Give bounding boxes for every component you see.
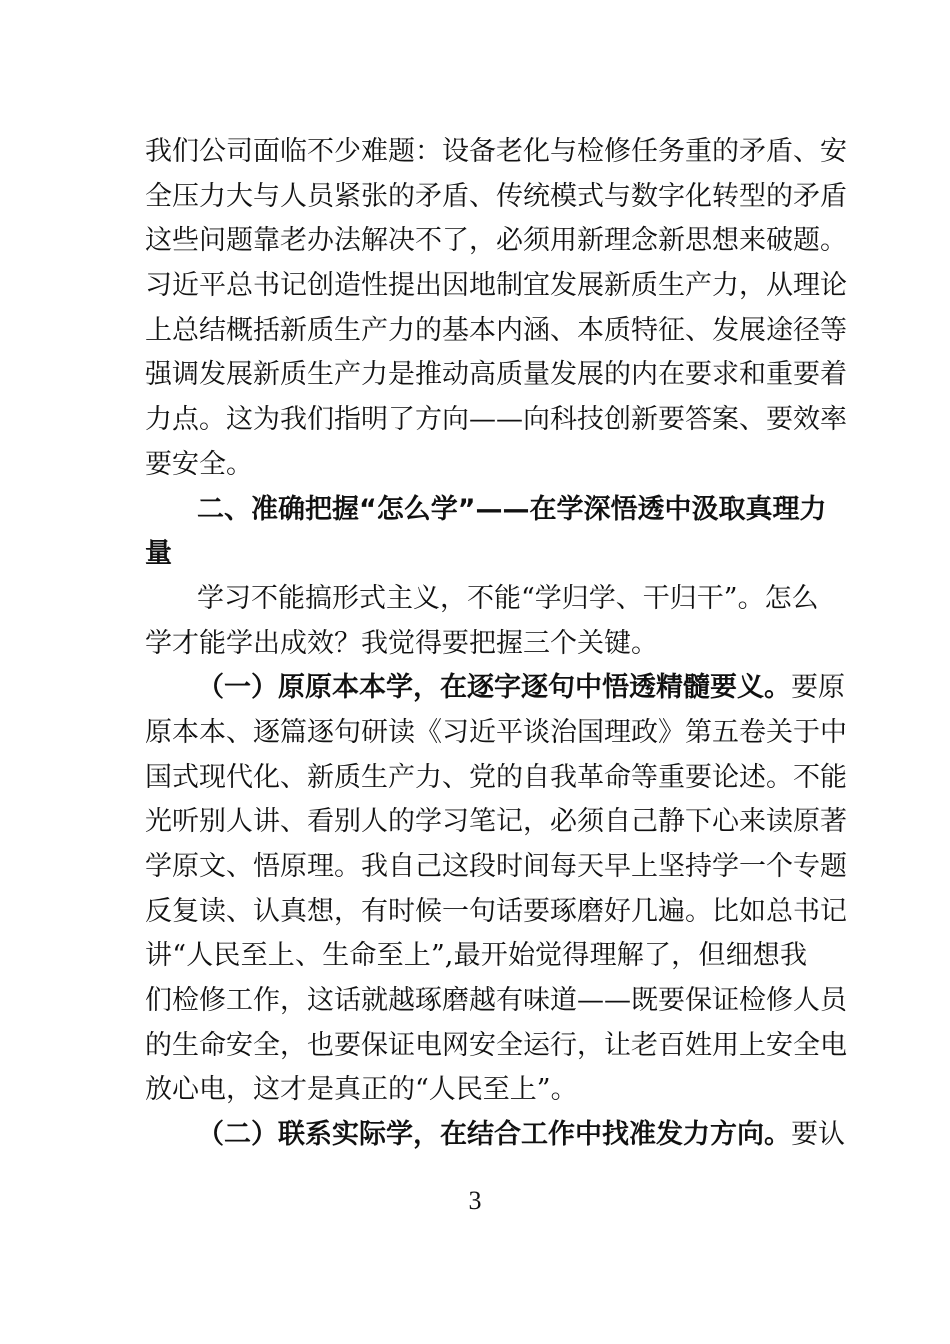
page-number: 3 — [468, 1186, 482, 1215]
body-text: 要认 — [791, 1119, 845, 1151]
body-text: 反复读、认真想，有时候一句话要琢磨好几遍。比如总书记 — [145, 895, 847, 927]
body-text: 要安全。 — [145, 448, 253, 480]
body-text: 上总结概括新质生产力的基本内涵、本质特征、发展途径等 — [145, 314, 847, 346]
text-line — [145, 622, 807, 667]
text-line — [145, 800, 847, 845]
text-line — [145, 979, 847, 1024]
text-line — [145, 443, 807, 488]
text-line — [145, 309, 847, 354]
heading-text: 二、准确把握“怎么学”——在学深悟透中汲取真理力 — [197, 493, 827, 525]
body-text: 我们公司面临不少难题：设备老化与检修任务重的矛盾、安 — [145, 136, 847, 167]
heading-text: 量 — [145, 538, 172, 570]
body-text: 放心电，这才是真正的“人民至上”。 — [145, 1074, 578, 1106]
text-line — [145, 577, 819, 622]
body-text: 学才能学出成效？我觉得要把握三个关键。 — [145, 627, 658, 659]
section-heading-line — [145, 488, 827, 533]
text-line — [145, 756, 847, 801]
body-text: 学原文、悟原理。我自己这段时间每天早上坚持学一个专题 — [145, 851, 847, 882]
body-text: 习近平总书记创造性提出因地制宜发展新质生产力，从理论 — [145, 270, 847, 302]
text-line — [145, 398, 847, 443]
text-line — [145, 353, 847, 398]
body-text: 要原 — [791, 672, 845, 704]
text-line — [145, 890, 847, 935]
text-line — [145, 934, 807, 979]
bold-subheading: （二）联系实际学，在结合工作中找准发力方向。 — [197, 1119, 791, 1151]
body-text: 力点。这为我们指明了方向——向科技创新要答案、要效率 — [145, 404, 847, 436]
body-text: 学习不能搞形式主义，不能“学归学、干归干”。怎么 — [197, 582, 819, 614]
body-text: 国式现代化、新质生产力、党的自我革命等重要论述。不能 — [145, 761, 847, 793]
text-line — [145, 264, 847, 309]
text-line — [145, 1068, 807, 1113]
text-line — [145, 711, 847, 756]
text-line — [145, 219, 847, 264]
body-text: 强调发展新质生产力是推动高质量发展的内在要求和重要着 — [145, 359, 847, 391]
body-text: 全压力大与人员紧张的矛盾、传统模式与数字化转型的矛盾 — [145, 180, 847, 212]
text-line — [145, 845, 847, 890]
section-heading-line — [145, 532, 807, 577]
text-line — [145, 1024, 847, 1069]
document-body — [145, 130, 847, 1158]
body-text: 原本本、逐篇逐句研读《习近平谈治国理政》第五卷关于中 — [145, 716, 847, 748]
body-text: 们检修工作，这话就越琢磨越有味道——既要保证检修人员 — [145, 985, 847, 1017]
bold-subheading: （一）原原本本学，在逐字逐句中悟透精髓要义。 — [197, 672, 791, 704]
text-line — [145, 130, 847, 175]
text-line — [145, 666, 845, 711]
text-line — [145, 175, 847, 220]
body-text: 光听别人讲、看别人的学习笔记，必须自己静下心来读原著 — [145, 806, 847, 838]
text-line — [145, 1113, 845, 1158]
body-text: 的生命安全，也要保证电网安全运行，让老百姓用上安全电 — [145, 1029, 847, 1061]
body-text: 这些问题靠老办法解决不了，必须用新理念新思想来破题。 — [145, 225, 847, 257]
body-text: 讲“人民至上、生命至上”,最开始觉得理解了，但细想我 — [145, 940, 807, 972]
